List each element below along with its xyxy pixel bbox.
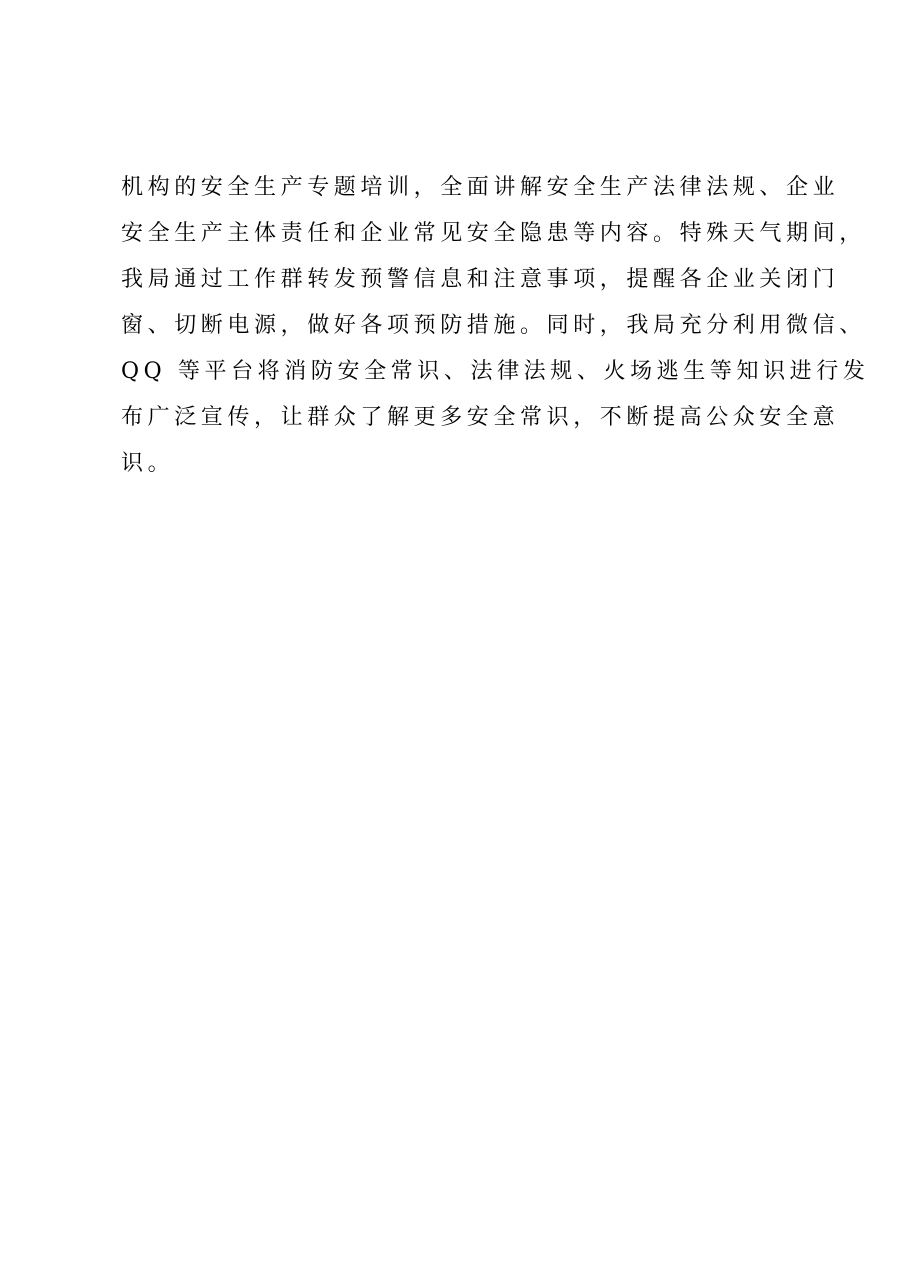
paragraph-line: 识。 bbox=[121, 451, 175, 476]
paragraph-line: 布广泛宣传，让群众了解更多安全常识，不断提高公众安全意 bbox=[121, 405, 840, 430]
paragraph-line: 安全生产主体责任和企业常见安全隐患等内容。特殊天气期间， bbox=[121, 221, 866, 246]
paragraph-line: 机构的安全生产专题培训，全面讲解安全生产法律法规、企业 bbox=[121, 175, 840, 200]
paragraph-line: 我局通过工作群转发预警信息和注意事项，提醒各企业关闭门 bbox=[121, 267, 840, 292]
body-paragraph bbox=[121, 165, 870, 487]
paragraph-line: QQ 等平台将消防安全常识、法律法规、火场逃生等知识进行发 bbox=[121, 359, 870, 384]
paragraph-line: 窗、切断电源，做好各项预防措施。同时，我局充分利用微信、 bbox=[121, 313, 866, 338]
